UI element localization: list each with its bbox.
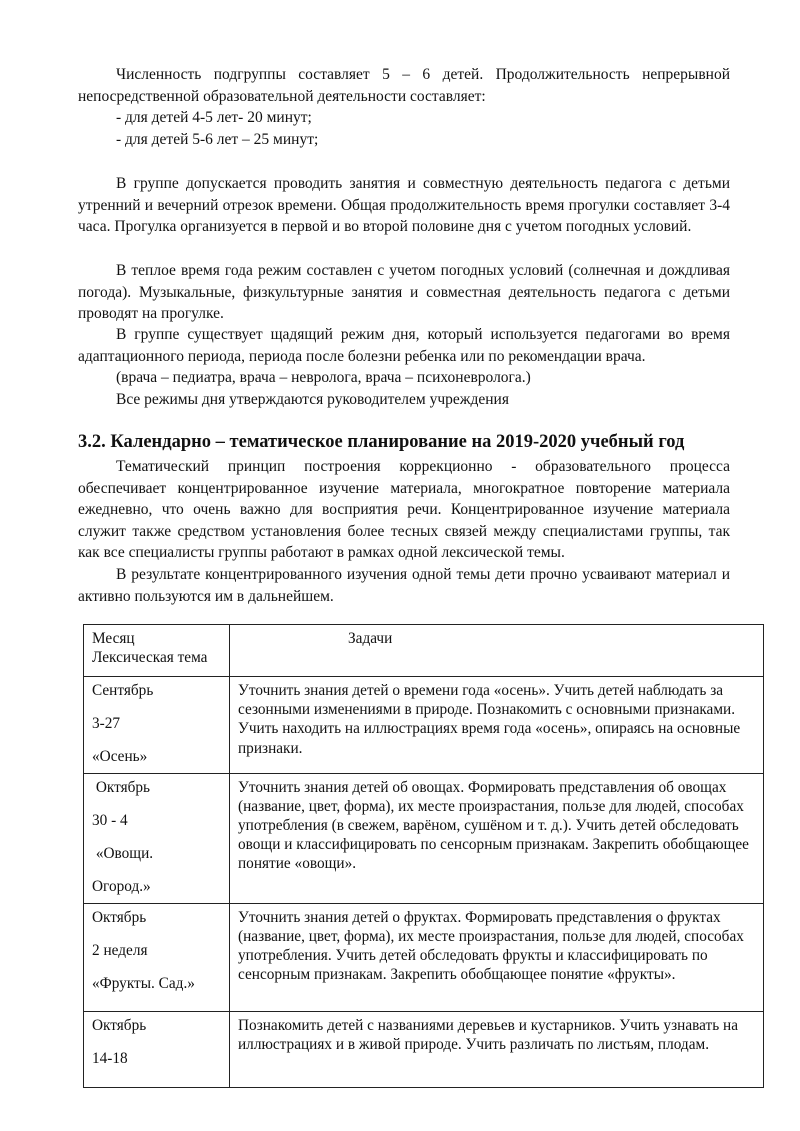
row-theme: «Осень» — [92, 748, 148, 766]
header-month: Месяц — [92, 630, 135, 647]
tasks-cell: Уточнить знания детей о времени года «осень». Учить детей наблюдать за сезонными изменениями в природе. Познакомить с основными признаками. Учить находить на иллюстрациях время года «осень», опираясь на основные признаки. — [230, 677, 764, 774]
duration-item-4-5: - для детей 4-5 лет- 20 минут; — [116, 109, 312, 126]
month-cell — [84, 1011, 230, 1087]
doctors-note: (врача – педиатра, врача – невролога, врача – психоневролога.) — [116, 369, 531, 386]
tasks-cell: Уточнить знания детей о фруктах. Формировать представления о фруктах (название, цвет, форма), их месте произрастания, пользе для людей, способах употребления. Учить детей обследовать фрукты и классифицировать по сенсорным признакам. Закрепить обобщающее понятие «фрукты». — [230, 903, 764, 1011]
warm-season-paragraph: В теплое время года режим составлен с учетом погодных условий (солнечная и дождливая погода). Музыкальные, физкультурные занятия и совместная деятельность педагога с детьми проводят на прогулке. — [78, 262, 730, 323]
row-month: Октябрь — [92, 908, 147, 926]
row-dates: 3-27 — [92, 715, 121, 733]
row-theme: «Овощи. — [92, 845, 154, 863]
header-tasks-cell — [230, 625, 764, 677]
tasks-cell: Познакомить детей с названиями деревьев и кустарников. Учить узнавать на иллюстрациях и в живой природе. Учить различать по листьям, плодам. — [230, 1011, 764, 1087]
walk-paragraph: В группе допускается проводить занятия и совместную деятельность педагога с детьми утренний и вечерний отрезок времени. Общая продолжительность время прогулки составляет 3-4 часа. Прогулка организуется в первой и во второй половине дня с учетом погодных условий. — [78, 175, 730, 236]
header-month-cell — [84, 625, 230, 677]
row-month: Октябрь — [92, 1016, 147, 1034]
month-cell — [84, 677, 230, 774]
row-dates: 30 - 4 — [92, 811, 128, 829]
row-dates: 2 неделя — [92, 941, 148, 959]
approval-note: Все режимы дня утверждаются руководителем учреждения — [116, 391, 509, 408]
thematic-principle-paragraph: Тематический принцип построения коррекционно - образовательного процесса обеспечивает концентрированное изучение материала, многократное повторение материала ежедневно, что очень важно для восприятия речи. Концентрированное изучение материала служит также средством установления более тесных связей между специалистами группы, так как все специалисты группы работают в рамках одной лексической темы. — [78, 458, 730, 562]
header-tasks: Задачи — [348, 630, 393, 647]
gentle-regime-paragraph: В группе существует щадящий режим дня, который используется педагогами во время адаптационного периода, периода после болезни ребенка или по рекомендации врача. — [78, 326, 730, 365]
header-topic: Лексическая тема — [92, 649, 208, 667]
table-row — [84, 1011, 764, 1087]
table-row — [84, 773, 764, 903]
section-heading: 3.2. Календарно – тематическое планирование на 2019-2020 учебный год — [78, 432, 685, 452]
row-theme: «Фрукты. Сад.» — [92, 975, 195, 993]
month-cell — [84, 903, 230, 1011]
row-month: Октябрь — [92, 778, 151, 796]
table-row — [84, 677, 764, 774]
table-header-row — [84, 625, 764, 677]
tasks-cell: Уточнить знания детей об овощах. Формировать представления об овощах (название, цвет, форма), их месте произрастания, пользе для людей, способах употребления (в свежем, варёном, сушёном и т. д.). Учить детей обследовать овощи и классифицировать по сенсорным признакам. Закрепить обобщающее понятие «овощи». — [230, 773, 764, 903]
result-paragraph: В результате концентрированного изучения одной темы дети прочно усваивают материал и активно пользуются им в дальнейшем. — [78, 566, 730, 605]
duration-item-5-6: - для детей 5-6 лет – 25 минут; — [116, 131, 319, 148]
planning-table — [83, 624, 764, 1088]
row-theme-continued: Огород.» — [92, 878, 151, 896]
row-month: Сентябрь — [92, 682, 154, 699]
intro-paragraph-group-size: Численность подгруппы составляет 5 – 6 детей. Продолжительность непрерывной непосредственной образовательной деятельности составляет: — [78, 66, 730, 105]
table-row — [84, 903, 764, 1011]
row-dates: 14-18 — [92, 1049, 128, 1067]
month-cell — [84, 773, 230, 903]
